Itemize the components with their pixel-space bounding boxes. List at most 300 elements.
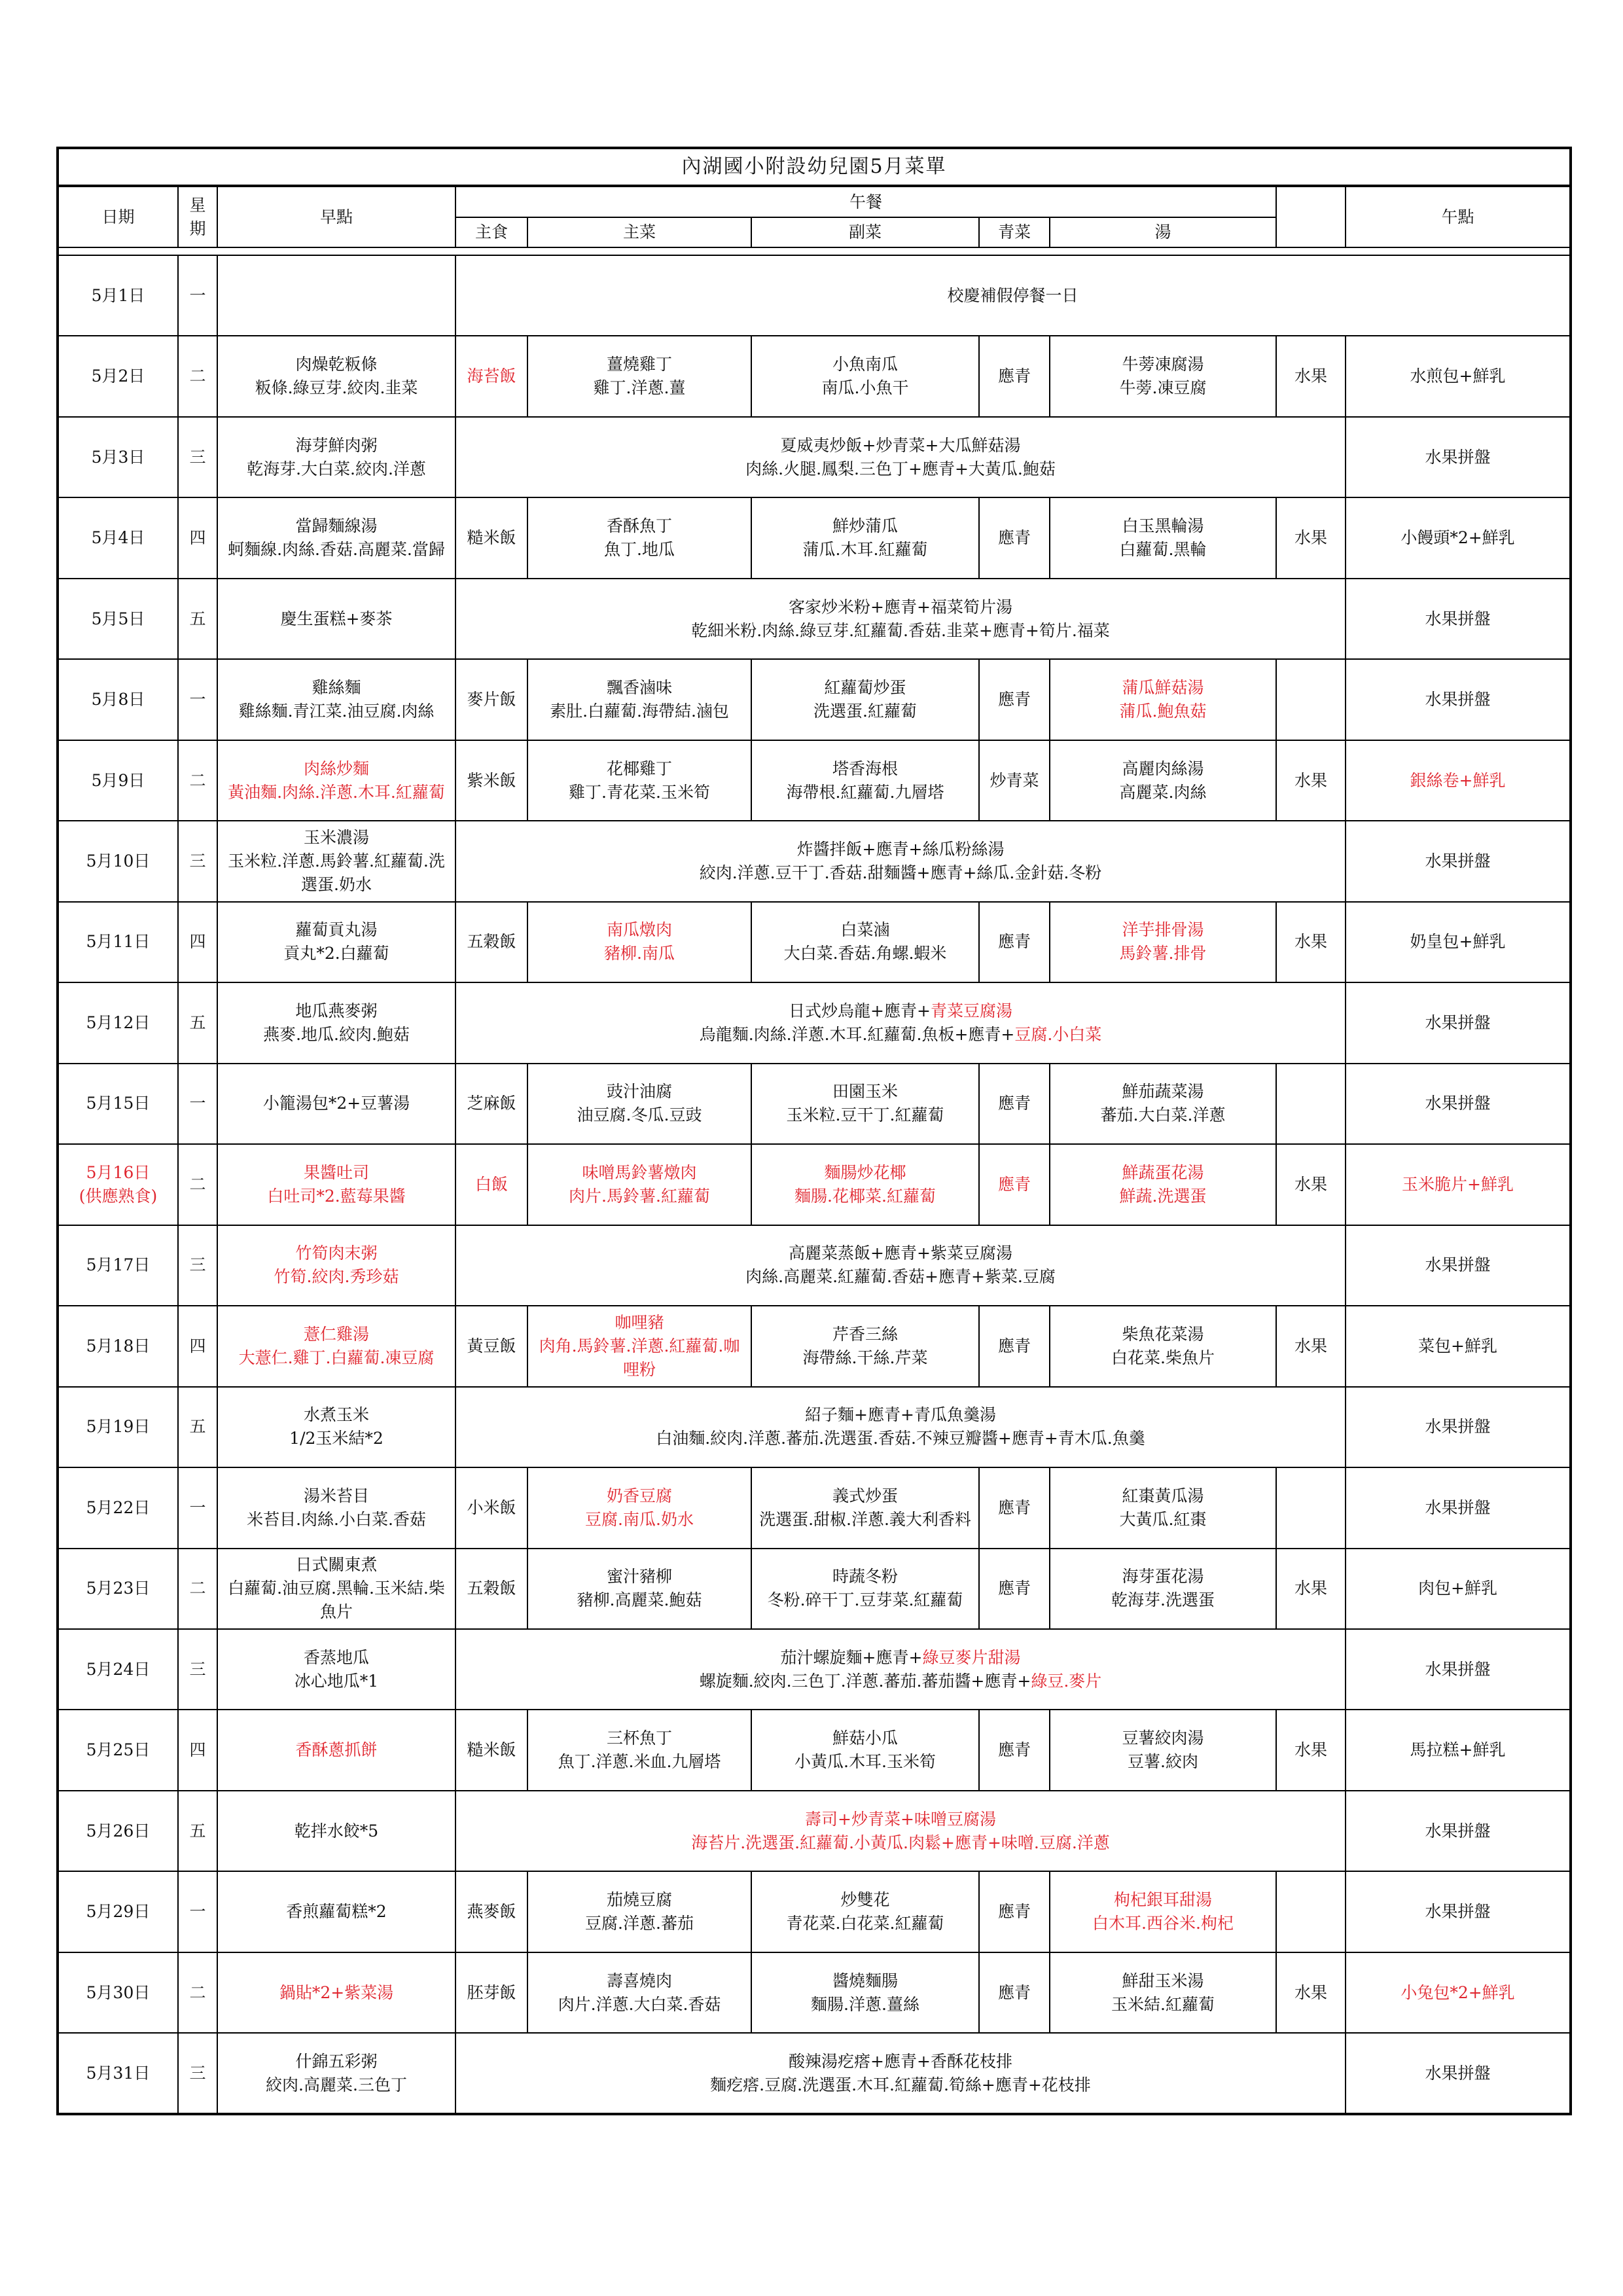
breakfast-cell	[217, 1791, 455, 1871]
weekday-cell-line: 一	[189, 1902, 206, 1922]
snack-cell-line: 水果拼盤	[1425, 1659, 1491, 1679]
combo-meal-cell	[455, 1225, 1346, 1306]
weekday-cell-line: 三	[189, 852, 206, 871]
fruit-cell	[1276, 902, 1346, 982]
date-cell-line: 5月12日	[86, 1013, 151, 1032]
table-row	[58, 902, 1571, 982]
soup-cell	[1050, 1064, 1276, 1144]
main-cell-line: 豆腐.南瓜.奶水	[585, 1509, 694, 1529]
veg-cell-line: 應青	[997, 932, 1031, 952]
staple-cell	[455, 1871, 527, 1952]
snack-cell	[1346, 821, 1571, 901]
main-cell-line: 油豆腐.冬瓜.豆豉	[577, 1105, 702, 1125]
fruit-cell-line: 水果	[1294, 1740, 1327, 1760]
snack-cell-line: 銀絲卷+鮮乳	[1410, 770, 1506, 790]
weekday-cell-line: 二	[189, 1982, 206, 2002]
breakfast-cell-line: 燕麥.地瓜.絞肉.鮑菇	[263, 1024, 410, 1044]
breakfast-cell	[217, 659, 455, 740]
staple-cell	[455, 1710, 527, 1790]
side-cell	[751, 1064, 979, 1144]
side-cell-line: 蒲瓜.木耳.紅蘿蔔	[802, 540, 928, 560]
weekday-cell	[178, 417, 217, 497]
main-cell-line: 豬柳.高麗菜.鮑菇	[577, 1590, 702, 1610]
snack-cell	[1346, 1629, 1571, 1710]
combo-meal-cell-line: 夏威夷炒飯+炒青菜+大瓜鮮菇湯	[780, 435, 1021, 455]
staple-cell	[455, 1467, 527, 1548]
breakfast-cell-line: 乾海芽.大白菜.絞肉.洋蔥	[247, 459, 426, 478]
date-cell-line: 5月9日	[91, 770, 145, 790]
main-cell	[527, 1952, 751, 2033]
date-cell	[58, 1791, 178, 1871]
veg-cell	[979, 1064, 1050, 1144]
side-cell-line: 小魚南瓜	[832, 355, 898, 374]
date-cell	[58, 497, 178, 578]
breakfast-cell	[217, 255, 455, 336]
breakfast-cell-line: 鍋貼*2+紫菜湯	[279, 1982, 394, 2002]
soup-cell-line: 洋芋排骨湯	[1122, 920, 1204, 940]
veg-cell-line: 炒青菜	[990, 770, 1039, 790]
date-cell-line: 5月11日	[86, 932, 151, 952]
breakfast-cell	[217, 1467, 455, 1548]
staple-cell-line: 麥片飯	[467, 690, 516, 709]
date-cell	[58, 1225, 178, 1306]
date-cell	[58, 1306, 178, 1386]
weekday-cell-line: 四	[189, 528, 206, 548]
breakfast-cell-line: 日式關東煮	[295, 1555, 378, 1575]
side-cell-line: 海帶絲.干絲.芹菜	[802, 1348, 928, 1367]
veg-cell	[979, 497, 1050, 578]
date-cell	[58, 740, 178, 821]
fruit-cell	[1276, 1871, 1346, 1952]
veg-cell-line: 應青	[997, 1094, 1031, 1113]
breakfast-cell-line: 玉米濃湯	[303, 828, 369, 848]
breakfast-cell	[217, 821, 455, 901]
snack-cell	[1346, 1952, 1571, 2033]
breakfast-cell-line: 小籠湯包*2+豆薯湯	[262, 1094, 410, 1113]
weekday-cell	[178, 1791, 217, 1871]
main-cell-line: 三杯魚丁	[606, 1729, 672, 1748]
main-cell-line: 魚丁.地瓜	[604, 540, 675, 560]
date-cell	[58, 1952, 178, 2033]
breakfast-cell	[217, 902, 455, 982]
breakfast-cell-line: 海芽鮮肉粥	[295, 435, 378, 455]
date-cell-line: 5月1日	[91, 285, 145, 305]
weekday-cell-line: 一	[189, 1094, 206, 1113]
breakfast-cell	[217, 497, 455, 578]
snack-cell-line: 奶皇包+鮮乳	[1410, 932, 1506, 952]
snack-cell-line: 小饅頭*2+鮮乳	[1400, 528, 1515, 548]
main-cell-line: 南瓜燉肉	[606, 920, 672, 940]
breakfast-cell-line: 竹筍.絞肉.秀珍菇	[274, 1267, 399, 1287]
fruit-cell	[1276, 1952, 1346, 2033]
side-cell	[751, 1871, 979, 1952]
table-row	[58, 1064, 1571, 1144]
breakfast-cell-line: 香煎蘿蔔糕*2	[286, 1902, 387, 1922]
fruit-cell-line: 水果	[1294, 528, 1327, 548]
main-cell-line: 魚丁.洋蔥.米血.九層塔	[558, 1752, 721, 1772]
soup-cell-line: 豆薯.絞肉	[1128, 1752, 1198, 1772]
weekday-cell-line: 五	[189, 1417, 206, 1437]
combo-meal-cell	[455, 1387, 1346, 1467]
veg-cell	[979, 1144, 1050, 1225]
breakfast-cell	[217, 1225, 455, 1306]
table-row	[58, 1467, 1571, 1548]
snack-cell-line: 水果拼盤	[1425, 690, 1491, 709]
side-cell-line: 麵腸炒花椰	[824, 1162, 906, 1182]
snack-cell	[1346, 1549, 1571, 1629]
staple-cell-line: 小米飯	[467, 1498, 516, 1517]
date-cell	[58, 1144, 178, 1225]
table-row	[58, 740, 1571, 821]
soup-cell	[1050, 336, 1276, 416]
veg-cell	[979, 1871, 1050, 1952]
soup-cell-line: 白玉黑輪湯	[1122, 516, 1204, 536]
breakfast-cell	[217, 1629, 455, 1710]
date-cell-line: 5月31日	[86, 2063, 151, 2083]
date-cell	[58, 1064, 178, 1144]
date-cell-line: 5月17日	[86, 1255, 151, 1275]
weekday-cell-line: 三	[189, 2063, 206, 2083]
date-cell-line: 5月18日	[86, 1336, 151, 1355]
staple-cell-line: 胚芽飯	[467, 1982, 516, 2002]
veg-cell-line: 應青	[997, 1982, 1031, 2002]
soup-cell	[1050, 1952, 1276, 2033]
side-cell	[751, 1144, 979, 1225]
veg-cell	[979, 1710, 1050, 1790]
date-cell-line: 5月24日	[86, 1659, 151, 1679]
snack-cell-line: 水果拼盤	[1425, 852, 1491, 871]
snack-cell	[1346, 417, 1571, 497]
snack-cell-line: 水果拼盤	[1425, 609, 1491, 628]
veg-cell-line: 應青	[997, 1902, 1031, 1922]
breakfast-cell-line: 薏仁雞湯	[303, 1324, 369, 1344]
breakfast-cell-line: 雞絲麵	[312, 678, 361, 698]
breakfast-cell	[217, 740, 455, 821]
soup-cell	[1050, 902, 1276, 982]
breakfast-cell-line: 慶生蛋糕+麥茶	[280, 609, 393, 628]
veg-cell	[979, 659, 1050, 740]
staple-cell-line: 海苔飯	[467, 367, 516, 386]
weekday-cell	[178, 1064, 217, 1144]
veg-cell-line: 應青	[997, 1579, 1031, 1598]
staple-cell	[455, 336, 527, 416]
weekday-cell	[178, 1629, 217, 1710]
weekday-cell-line: 五	[189, 1821, 206, 1840]
side-cell-line: 洗選蛋.甜椒.洋蔥.義大利香料	[759, 1509, 971, 1529]
date-cell	[58, 1467, 178, 1548]
table-row	[58, 255, 1571, 336]
breakfast-cell-line: 什錦五彩粥	[295, 2051, 378, 2071]
snack-cell-line: 馬拉糕+鮮乳	[1410, 1740, 1506, 1760]
table-row	[58, 417, 1571, 497]
date-cell-line: 5月29日	[86, 1902, 151, 1922]
breakfast-cell	[217, 1710, 455, 1790]
main-cell	[527, 740, 751, 821]
side-cell	[751, 1952, 979, 2033]
combo-meal-cell	[455, 2033, 1346, 2114]
combo-meal-cell-line: 螺旋麵.絞肉.三色丁.洋蔥.蕃茄.蕃茄醬+應青+綠豆.麥片	[699, 1671, 1102, 1691]
main-cell	[527, 1467, 751, 1548]
date-cell	[58, 659, 178, 740]
combo-meal-cell-line: 肉絲.火腿.鳳梨.三色丁+應青+大黃瓜.鮑菇	[745, 459, 1056, 478]
snack-cell	[1346, 1467, 1571, 1548]
fruit-cell-line: 水果	[1294, 1174, 1327, 1194]
combo-meal-cell-line: 絞肉.洋蔥.豆干丁.香菇.甜麵醬+應青+絲瓜.金針菇.冬粉	[699, 863, 1102, 883]
soup-cell	[1050, 497, 1276, 578]
combo-meal-cell	[455, 1629, 1346, 1710]
veg-cell-line: 應青	[997, 1498, 1031, 1517]
breakfast-cell-line: 黃油麵.肉絲.洋蔥.木耳.紅蘿蔔	[228, 782, 445, 802]
soup-cell-line: 高麗菜.肉絲	[1119, 782, 1207, 802]
snack-cell	[1346, 1871, 1571, 1952]
soup-cell	[1050, 1549, 1276, 1629]
snack-cell-line: 水果拼盤	[1425, 2063, 1491, 2083]
weekday-cell	[178, 255, 217, 336]
weekday-cell-line: 四	[189, 1740, 206, 1760]
breakfast-cell-line: 肉絲炒麵	[303, 759, 369, 778]
soup-cell-line: 紅棗黃瓜湯	[1122, 1486, 1204, 1505]
date-cell	[58, 1387, 178, 1467]
breakfast-cell	[217, 2033, 455, 2114]
staple-cell	[455, 659, 527, 740]
breakfast-cell-line: 水煮玉米	[303, 1405, 369, 1425]
snack-cell-line: 小兔包*2+鮮乳	[1400, 1982, 1515, 2002]
staple-cell	[455, 902, 527, 982]
snack-cell	[1346, 1144, 1571, 1225]
fruit-cell	[1276, 1144, 1346, 1225]
breakfast-cell-line: 冰心地瓜*1	[294, 1671, 379, 1691]
combo-meal-cell	[455, 982, 1346, 1063]
side-cell-line: 青花菜.白花菜.紅蘿蔔	[786, 1914, 944, 1933]
snack-cell	[1346, 579, 1571, 659]
table-row	[58, 336, 1571, 416]
table-row	[58, 1629, 1571, 1710]
weekday-cell	[178, 2033, 217, 2114]
breakfast-cell-line: 湯米苔目	[303, 1486, 369, 1505]
soup-cell-line: 柴魚花菜湯	[1122, 1324, 1204, 1344]
soup-cell-line: 白花菜.柴魚片	[1111, 1348, 1215, 1367]
weekday-cell-line: 二	[189, 770, 206, 790]
soup-cell-line: 豆薯絞肉湯	[1122, 1729, 1204, 1748]
staple-cell-line: 白飯	[474, 1174, 508, 1194]
side-cell-line: 白菜滷	[840, 920, 890, 940]
side-cell-line: 麵腸.花椰菜.紅蘿蔔	[794, 1186, 936, 1206]
header-main: 主菜	[527, 217, 751, 247]
side-cell-line: 小黃瓜.木耳.玉米筍	[794, 1752, 936, 1772]
soup-cell	[1050, 659, 1276, 740]
date-cell	[58, 1549, 178, 1629]
main-cell-line: 肉片.馬鈴薯.紅蘿蔔	[569, 1186, 710, 1206]
fruit-cell	[1276, 1306, 1346, 1386]
side-cell	[751, 902, 979, 982]
main-cell-line: 蜜汁豬柳	[606, 1567, 672, 1587]
table-row	[58, 1387, 1571, 1467]
veg-cell	[979, 1952, 1050, 2033]
combo-meal-cell-line: 海苔片.洗選蛋.紅蘿蔔.小黃瓜.肉鬆+應青+味噌.豆腐.洋蔥	[691, 1833, 1110, 1852]
fruit-cell	[1276, 1467, 1346, 1548]
breakfast-cell	[217, 1144, 455, 1225]
soup-cell-line: 鮮茄蔬菜湯	[1122, 1082, 1204, 1102]
header-lunch: 午餐	[455, 186, 1276, 217]
table-row	[58, 1710, 1571, 1790]
soup-cell-line: 高麗肉絲湯	[1122, 759, 1204, 778]
date-cell-line: (供應熟食)	[79, 1186, 158, 1206]
side-cell-line: 南瓜.小魚干	[821, 378, 909, 398]
date-cell	[58, 255, 178, 336]
combo-meal-cell	[455, 417, 1346, 497]
soup-cell-line: 牛蒡凍腐湯	[1122, 355, 1204, 374]
date-cell-line: 5月19日	[86, 1417, 151, 1437]
combo-meal-cell-line: 酸辣湯疙瘩+應青+香酥花枝排	[789, 2051, 1012, 2071]
soup-cell-line: 蒲瓜鮮菇湯	[1122, 678, 1204, 698]
breakfast-cell-line: 白吐司*2.藍莓果醬	[267, 1186, 406, 1206]
weekday-cell	[178, 1549, 217, 1629]
combo-meal-cell-line: 乾細米粉.肉絲.綠豆芽.紅蘿蔔.香菇.韭菜+應青+筍片.福菜	[691, 620, 1110, 640]
breakfast-cell-line: 香酥蔥抓餅	[295, 1740, 378, 1760]
staple-cell-line: 紫米飯	[467, 770, 516, 790]
snack-cell	[1346, 1791, 1571, 1871]
veg-cell-line: 應青	[997, 1174, 1031, 1194]
snack-cell-line: 水果拼盤	[1425, 1821, 1491, 1840]
main-cell-line: 雞丁.青花菜.玉米筍	[569, 782, 710, 802]
staple-cell-line: 糙米飯	[467, 1740, 516, 1760]
date-cell-line: 5月8日	[91, 690, 145, 709]
soup-cell-line: 乾海芽.洗選蛋	[1111, 1590, 1215, 1610]
weekday-cell-line: 五	[189, 609, 206, 628]
side-cell-line: 芹香三絲	[832, 1324, 898, 1344]
breakfast-cell	[217, 579, 455, 659]
fruit-cell-line: 水果	[1294, 932, 1327, 952]
side-cell	[751, 1306, 979, 1386]
header-soup: 湯	[1050, 217, 1276, 247]
weekday-cell	[178, 740, 217, 821]
staple-cell	[455, 497, 527, 578]
main-cell-line: 豉汁油腐	[606, 1082, 672, 1102]
soup-cell-line: 大黃瓜.紅棗	[1119, 1509, 1207, 1529]
veg-cell	[979, 740, 1050, 821]
snack-cell-line: 水果拼盤	[1425, 1255, 1491, 1275]
main-cell-line: 咖哩豬	[615, 1312, 664, 1332]
weekday-cell-line: 二	[189, 367, 206, 386]
soup-cell-line: 蕃茄.大白菜.洋蔥	[1100, 1105, 1226, 1125]
breakfast-cell-line: 乾拌水餃*5	[294, 1821, 379, 1840]
soup-cell-line: 鮮蔬蛋花湯	[1122, 1162, 1204, 1182]
veg-cell-line: 應青	[997, 528, 1031, 548]
main-cell-line: 香酥魚丁	[606, 516, 672, 536]
weekday-cell	[178, 902, 217, 982]
main-cell	[527, 1064, 751, 1144]
soup-cell-line: 枸杞銀耳甜湯	[1113, 1890, 1212, 1910]
combo-meal-cell-line: 客家炒米粉+應青+福菜筍片湯	[789, 597, 1012, 617]
breakfast-cell-line: 果醬吐司	[303, 1162, 369, 1182]
main-cell-line: 壽喜燒肉	[606, 1971, 672, 1990]
menu-body	[58, 255, 1571, 2114]
closure-notice-cell-line: 校慶補假停餐一日	[947, 285, 1079, 305]
date-cell	[58, 336, 178, 416]
main-cell	[527, 1549, 751, 1629]
snack-cell-line: 水果拼盤	[1425, 1013, 1491, 1032]
fruit-cell-line: 水果	[1294, 1336, 1327, 1355]
main-cell-line: 肉角.馬鈴薯.洋蔥.紅蘿蔔.咖哩粉	[539, 1336, 740, 1379]
main-cell-line: 味噌馬鈴薯燉肉	[582, 1162, 697, 1182]
date-cell	[58, 2033, 178, 2114]
veg-cell	[979, 1306, 1050, 1386]
table-row	[58, 1549, 1571, 1629]
soup-cell-line: 鮮蔬.洗選蛋	[1119, 1186, 1207, 1206]
fruit-cell-line: 水果	[1294, 1982, 1327, 2002]
table-row	[58, 2033, 1571, 2114]
breakfast-cell-line: 蘿蔔貢丸湯	[295, 920, 378, 940]
veg-cell-line: 應青	[997, 1336, 1031, 1355]
closure-notice-cell	[455, 255, 1571, 336]
snack-cell-line: 水果拼盤	[1425, 447, 1491, 467]
staple-cell-line: 芝麻飯	[467, 1094, 516, 1113]
weekday-cell-line: 一	[189, 1498, 206, 1517]
header-spacer	[58, 247, 1571, 255]
breakfast-cell	[217, 982, 455, 1063]
header-fruit	[1276, 186, 1346, 247]
menu-table	[56, 147, 1572, 2115]
staple-cell-line: 燕麥飯	[467, 1902, 516, 1922]
main-cell	[527, 336, 751, 416]
date-cell-line: 5月22日	[86, 1498, 151, 1517]
side-cell	[751, 740, 979, 821]
date-cell-line: 5月5日	[91, 609, 145, 628]
weekday-cell-line: 三	[189, 447, 206, 467]
main-cell	[527, 659, 751, 740]
soup-cell-line: 鮮甜玉米湯	[1122, 1971, 1204, 1990]
side-cell	[751, 336, 979, 416]
breakfast-cell	[217, 1952, 455, 2033]
date-cell-line: 5月16日	[86, 1162, 151, 1182]
weekday-cell-line: 五	[189, 1013, 206, 1032]
snack-cell	[1346, 1387, 1571, 1467]
combo-meal-cell	[455, 821, 1346, 901]
weekday-cell	[178, 1144, 217, 1225]
snack-cell	[1346, 1225, 1571, 1306]
weekday-cell	[178, 1467, 217, 1548]
snack-cell	[1346, 1710, 1571, 1790]
breakfast-cell-line: 蚵麵線.肉絲.香菇.高麗菜.當歸	[228, 540, 445, 560]
side-cell-line: 鮮炒蒲瓜	[832, 516, 898, 536]
date-cell	[58, 1629, 178, 1710]
side-cell-line: 大白菜.香菇.角螺.蝦米	[783, 944, 947, 963]
combo-meal-cell	[455, 1791, 1346, 1871]
weekday-cell-line: 四	[189, 932, 206, 952]
breakfast-cell-line: 1/2玉米結*2	[289, 1429, 383, 1448]
header-weekday: 星期	[178, 186, 217, 247]
weekday-cell	[178, 982, 217, 1063]
fruit-cell	[1276, 1710, 1346, 1790]
breakfast-cell-line: 粄條.綠豆芽.絞肉.韭菜	[255, 378, 418, 398]
staple-cell	[455, 1064, 527, 1144]
main-cell	[527, 1306, 751, 1386]
snack-cell-line: 肉包+鮮乳	[1418, 1579, 1497, 1598]
snack-cell	[1346, 1064, 1571, 1144]
breakfast-cell	[217, 1064, 455, 1144]
combo-meal-cell-line: 高麗菜蒸飯+應青+紫菜豆腐湯	[789, 1244, 1012, 1263]
soup-cell-line: 玉米結.紅蘿蔔	[1111, 1994, 1215, 2014]
date-cell	[58, 579, 178, 659]
snack-cell-line: 水果拼盤	[1425, 1902, 1491, 1922]
date-cell-line: 5月23日	[86, 1579, 151, 1598]
weekday-cell-line: 一	[189, 285, 206, 305]
date-cell	[58, 1871, 178, 1952]
weekday-cell	[178, 1710, 217, 1790]
weekday-cell	[178, 336, 217, 416]
combo-meal-cell-line: 烏龍麵.肉絲.洋蔥.木耳.紅蘿蔔.魚板+應青+豆腐.小白菜	[699, 1024, 1102, 1044]
breakfast-cell-line: 香蒸地瓜	[303, 1647, 369, 1667]
